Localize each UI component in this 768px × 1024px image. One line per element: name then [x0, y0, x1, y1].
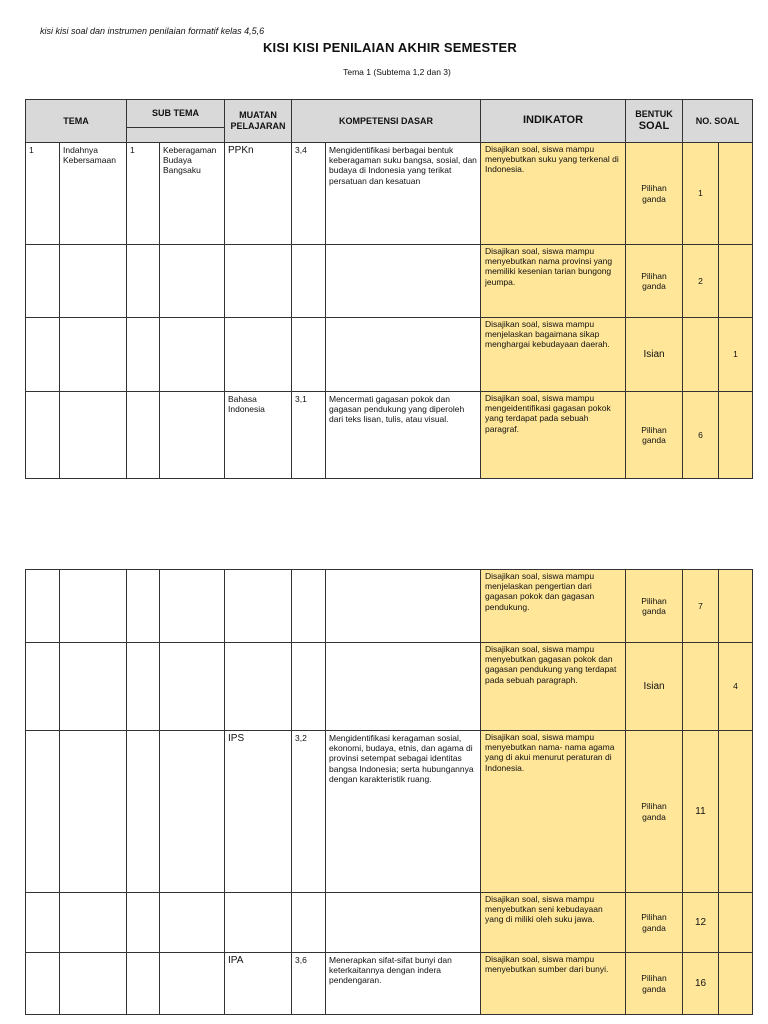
table-row [26, 570, 753, 643]
no-soal-isian: 4 [719, 643, 753, 731]
bentuk-soal: Pilihan ganda [626, 731, 683, 893]
bentuk-soal: Pilihan ganda [626, 953, 683, 1015]
kompetensi-dasar [326, 245, 481, 318]
indikator: Disajikan soal, siswa mampu menyebutkan seni kebudayaan yang di miliki oleh suku jawa. [481, 893, 626, 953]
bentuk-soal: Pilihan ganda [626, 893, 683, 953]
tema-number: 1 [26, 143, 60, 245]
table-row [26, 245, 753, 318]
page-title: KISI KISI PENILAIAN AKHIR SEMESTER [262, 40, 518, 55]
muatan-pelajaran [225, 570, 292, 643]
kompetensi-dasar [326, 643, 481, 731]
kd-number [292, 893, 326, 953]
bentuk-soal: Pilihan ganda [626, 570, 683, 643]
muatan-pelajaran [225, 318, 292, 392]
document-note: kisi kisi soal dan instrumen penilaian formatif kelas 4,5,6 [40, 26, 265, 36]
no-soal-isian [719, 953, 753, 1015]
no-soal-isian [719, 893, 753, 953]
kompetensi-dasar: Mencermati gagasan pokok dan gagasan pendukung yang diperoleh dari teks lisan, tulis, atau visual. [326, 392, 481, 479]
no-soal-isian [719, 392, 753, 479]
kd-number [292, 643, 326, 731]
table-row [26, 953, 753, 1015]
kompetensi-dasar [326, 318, 481, 392]
no-soal-pg [683, 318, 719, 392]
muatan-pelajaran: PPKn [225, 143, 292, 245]
indikator: Disajikan soal, siswa mampu menyebutkan suku yang terkenal di Indonesia. [481, 143, 626, 245]
kisi-kisi-table-part-1 [25, 99, 753, 479]
no-soal-isian [719, 245, 753, 318]
header-kompetensi-dasar: KOMPETENSI DASAR [292, 100, 481, 143]
table-row [26, 143, 753, 245]
no-soal-pg: 16 [683, 953, 719, 1015]
kd-number: 3,6 [292, 953, 326, 1015]
kd-number: 3,1 [292, 392, 326, 479]
no-soal-isian [719, 570, 753, 643]
no-soal-isian [719, 143, 753, 245]
no-soal-isian: 1 [719, 318, 753, 392]
kompetensi-dasar: Mengidentifikasi berbagai bentuk keberagaman suku bangsa, sosial, dan budaya di Indonesia yang terikat persatuan dan kesatuan [326, 143, 481, 245]
table-row [26, 392, 753, 479]
muatan-pelajaran [225, 643, 292, 731]
header-no-soal: NO. SOAL [683, 100, 753, 143]
bentuk-soal: Isian [626, 643, 683, 731]
indikator: Disajikan soal, siswa mampu menjelaskan pengertian dari gagasan pokok dan gagasan pendukung. [481, 570, 626, 643]
tema-subtitle: Tema 1 (Subtema 1,2 dan 3) [343, 67, 451, 77]
no-soal-pg: 1 [683, 143, 719, 245]
kd-number: 3,2 [292, 731, 326, 893]
no-soal-pg: 2 [683, 245, 719, 318]
no-soal-pg: 7 [683, 570, 719, 643]
tema-name: Indahnya Kebersamaan [60, 143, 127, 245]
kd-number [292, 570, 326, 643]
indikator: Disajikan soal, siswa mampu menyebutkan gagasan pokok dan gagasan pendukung yang terdapat pada sebuah paragraph. [481, 643, 626, 731]
header-tema: TEMA [26, 100, 127, 143]
subtema-number: 1 [127, 143, 160, 245]
kd-number: 3,4 [292, 143, 326, 245]
indikator: Disajikan soal, siswa mampu menyebutkan nama provinsi yang memiliki kesenian tarian bungong jeumpa. [481, 245, 626, 318]
header-sub-tema: SUB TEMA [127, 100, 225, 143]
header-muatan: MUATAN PELAJARAN [225, 100, 292, 143]
indikator: Disajikan soal, siswa mampu menyebutkan nama- nama agama yang di akui menurut peraturan di Indonesia. [481, 731, 626, 893]
page-header [0, 0, 768, 90]
no-soal-pg: 11 [683, 731, 719, 893]
kompetensi-dasar [326, 570, 481, 643]
subtema-name: Keberagaman Budaya Bangsaku [160, 143, 225, 245]
indikator: Disajikan soal, siswa mampu mengeidentifikasi gagasan pokok yang terdapat pada sebuah paragraf. [481, 392, 626, 479]
table-row [26, 318, 753, 392]
no-soal-isian [719, 731, 753, 893]
no-soal-pg [683, 643, 719, 731]
kompetensi-dasar: Menerapkan sifat-sifat bunyi dan keterkaitannya dengan indera pendengaran. [326, 953, 481, 1015]
indikator: Disajikan soal, siswa mampu menyebutkan sumber dari bunyi. [481, 953, 626, 1015]
header-indikator: INDIKATOR [481, 100, 626, 143]
table-row [26, 731, 753, 893]
bentuk-soal: Isian [626, 318, 683, 392]
kompetensi-dasar [326, 893, 481, 953]
bentuk-soal: Pilihan ganda [626, 245, 683, 318]
table-row [26, 893, 753, 953]
muatan-pelajaran: IPS [225, 731, 292, 893]
bentuk-soal: Pilihan ganda [626, 143, 683, 245]
no-soal-pg: 6 [683, 392, 719, 479]
indikator: Disajikan soal, siswa mampu menjelaskan bagaimana sikap menghargai kebudayaan daerah. [481, 318, 626, 392]
muatan-pelajaran: IPA [225, 953, 292, 1015]
kisi-kisi-table-part-2 [25, 569, 753, 1015]
muatan-pelajaran [225, 893, 292, 953]
table-row [26, 643, 753, 731]
no-soal-pg: 12 [683, 893, 719, 953]
bentuk-soal: Pilihan ganda [626, 392, 683, 479]
header-bentuk-soal: BENTUK SOAL [626, 100, 683, 143]
kd-number [292, 318, 326, 392]
kompetensi-dasar: Mengidentifikasi keragaman sosial, ekonomi, budaya, etnis, dan agama di provinsi setempat sebagai identitas bangsa Indonesia; serta hubungannya dengan karakteristik ruang. [326, 731, 481, 893]
muatan-pelajaran: Bahasa Indonesia [225, 392, 292, 479]
kd-number [292, 245, 326, 318]
muatan-pelajaran [225, 245, 292, 318]
